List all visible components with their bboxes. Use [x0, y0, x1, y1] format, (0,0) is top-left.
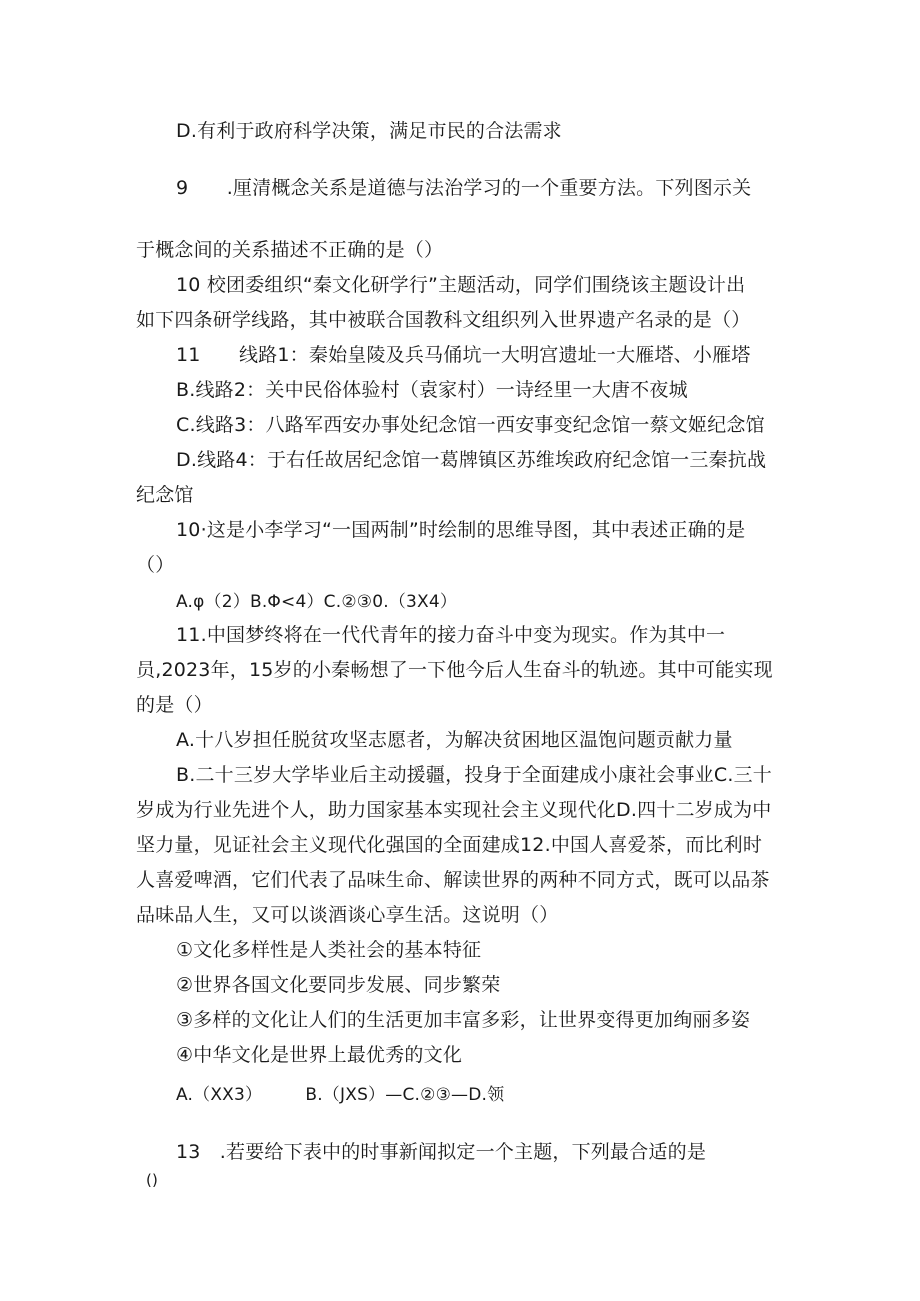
text-line-q12: 人喜爱啤酒，它们代表了品味生命、解读世界的两种不同方式，既可以品茶 [136, 869, 770, 891]
text-line-q11: 11.中国梦终将在一代代青年的接力奋斗中变为现实。作为其中一 [176, 624, 726, 646]
text-line-q10b: 10·这是小李学习“一国两制”时绘制的思维导图，其中表述正确的是 [176, 519, 746, 541]
text-line-q11-option-a: A.十八岁担任脱贫攻坚志愿者，为解决贫困地区温饱问题贡献力量 [176, 729, 733, 751]
text-line-route-2: B.线路2：关中民俗体验村（袁家村）一诗经里一大唐不夜城 [176, 379, 688, 401]
text-line-q11-option-c: 岁成为行业先进个人，助力国家基本实现社会主义现代化D.四十二岁成为中 [136, 799, 772, 821]
text-line-q13: 13 .若要给下表中的时事新闻拟定一个主题，下列最合适的是 [176, 1141, 707, 1163]
text-line-q13-cont: () [146, 1171, 159, 1189]
text-line-route-4: D.线路4：于右任故居纪念馆一葛牌镇区苏维埃政府纪念馆一三秦抗战 [176, 449, 767, 471]
text-line-q12-cont: 品味品人生，又可以谈酒谈心享生活。这说明（） [136, 904, 559, 926]
text-line-statement-1: ①文化多样性是人类社会的基本特征 [176, 939, 482, 961]
text-line-q10b-options: A.φ（2）B.Φ<4）C.②③0.（3X4） [176, 592, 458, 612]
text-line-route-3: C.线路3：八路军西安办事处纪念馆一西安事变纪念馆一蔡文姬纪念馆 [176, 414, 765, 436]
text-line-q10b-cont: （） [136, 554, 175, 576]
text-line-q9: 9 .厘清概念关系是道德与法治学习的一个重要方法。下列图示关 [176, 177, 752, 199]
text-line-route-4-cont: 纪念馆 [136, 484, 194, 506]
text-line-q11-option-d: 坚力量，见证社会主义现代化强国的全面建成12.中国人喜爱茶，而比利时 [136, 834, 763, 856]
text-line-statement-3: ③多样的文化让人们的生活更加丰富多彩，让世界变得更加绚丽多姿 [176, 1009, 751, 1031]
text-line-statement-4: ④中华文化是世界上最优秀的文化 [176, 1044, 463, 1066]
text-line-route-1: 11 线路1：秦始皇陵及兵马俑坑一大明宫遗址一大雁塔、小雁塔 [176, 344, 751, 366]
text-line-statement-2: ②世界各国文化要同步发展、同步繁荣 [176, 974, 501, 996]
text-line-q10-cont: 如下四条研学线路，其中被联合国教科文组织列入世界遗产名录的是（） [136, 309, 751, 331]
text-line-option-d: D.有利于政府科学决策，满足市民的合法需求 [176, 120, 562, 142]
text-line-q11-option-b: B.二十三岁大学毕业后主动援疆，投身于全面建成小康社会事业C.三十 [176, 764, 772, 786]
text-line-q11-cont-1: 员,2023年，15岁的小秦畅想了一下他今后人生奋斗的轨迹。其中可能实现 [136, 659, 773, 681]
text-line-q11-cont-2: 的是（） [136, 694, 213, 716]
text-line-q10: 10 校团委组织“秦文化研学行”主题活动，同学们围绕该主题设计出 [176, 274, 746, 296]
text-line-q9-cont: 于概念间的关系描述不正确的是（） [136, 239, 444, 261]
text-line-q12-options: A.（XX3） B.（JXS）—C.②③—D.领 [176, 1085, 505, 1105]
